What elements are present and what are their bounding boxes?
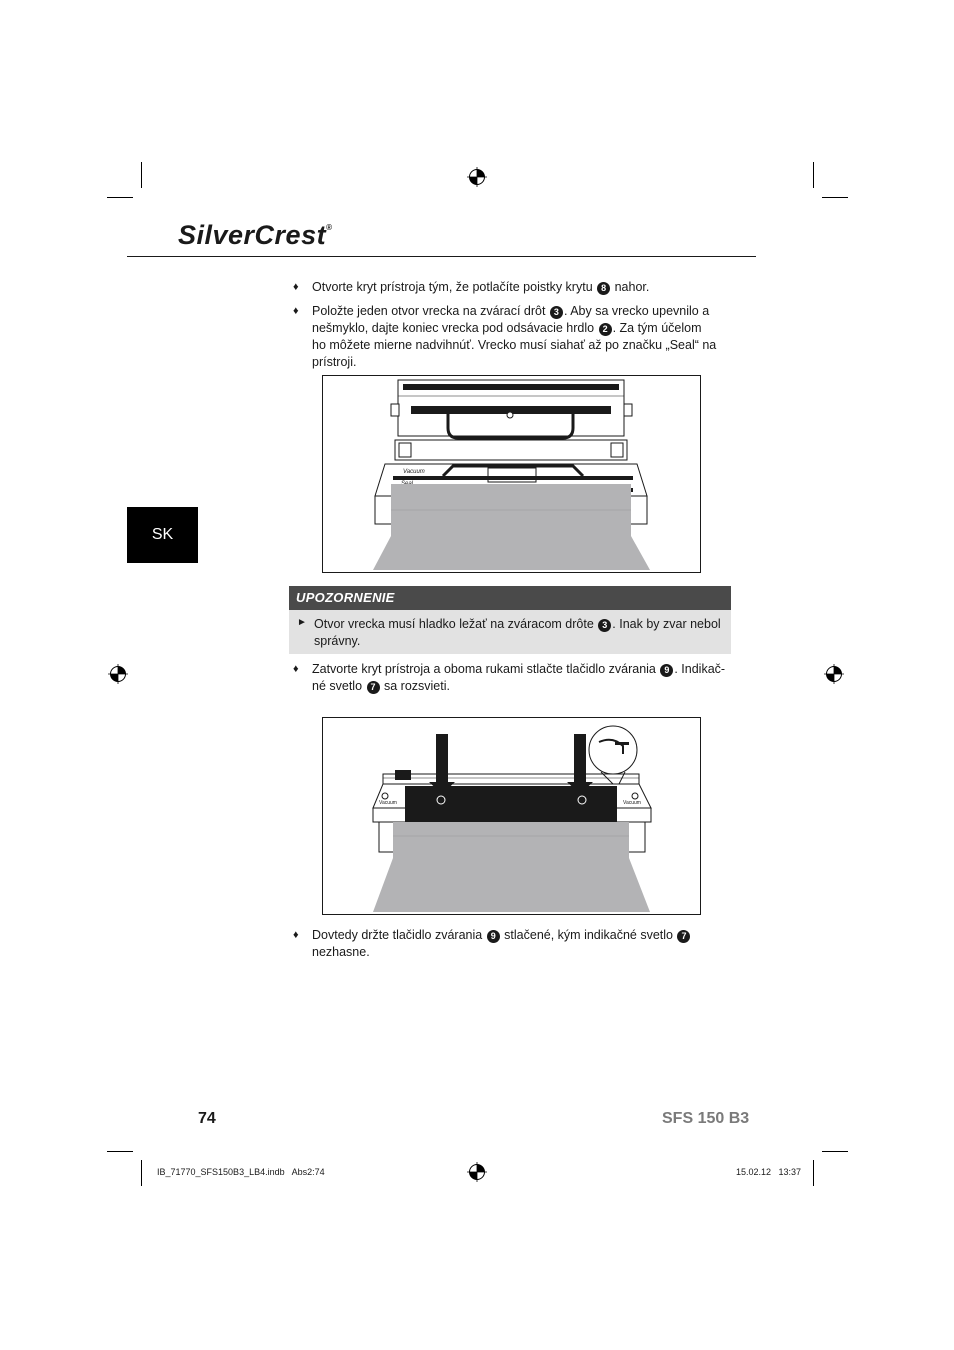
instruction-text: Otvorte kryt prístroja tým, že potlačíte poistky krytu 8 nahor.: [312, 280, 650, 294]
instruction-item: [293, 661, 733, 701]
reference-number: 9: [487, 930, 500, 943]
model-name: SFS 150 B3: [662, 1110, 750, 1127]
registration-mark-icon: [467, 167, 487, 187]
language-tab: SK: [127, 507, 198, 563]
bullet-marker: ♦: [293, 929, 299, 941]
crop-mark: [822, 1151, 848, 1152]
registration-mark-icon: [108, 664, 128, 684]
vacuum-label: Vacuum: [379, 800, 397, 806]
reference-number: 3: [550, 306, 563, 319]
file-info: IB_71770_SFS150B3_LB4.indb Abs2:74: [157, 1167, 325, 1177]
crop-mark: [813, 1160, 814, 1186]
bullet-marker: ♦: [293, 305, 299, 317]
brand-logo: SilverCrest®: [178, 220, 333, 250]
instruction-item: [293, 279, 733, 299]
header-rule: [127, 256, 756, 257]
warning-text: Otvor vrecka musí hladko ležať na zváracom drôte 3 . Inak by zvar nebol správny.: [314, 617, 721, 648]
crop-mark: [107, 1151, 133, 1152]
registration-mark-icon: [467, 1162, 487, 1182]
date-info: 15.02.12 13:37: [736, 1167, 802, 1177]
instruction-text: Zatvorte kryt prístroja a oboma rukami stlačte tlačidlo zvárania 9 . Indikač-né svetlo 7 sa rozsvieti.: [312, 662, 726, 693]
figure-open-device: [322, 375, 701, 573]
warning-header: UPOZORNENIE: [289, 586, 731, 610]
crop-mark: [141, 162, 142, 188]
reference-number: 3: [598, 619, 611, 632]
instruction-text: Dovtedy držte tlačidlo zvárania 9 stlačené, kým indikačné svetlo 7 nezhasne.: [312, 927, 717, 961]
reference-number: 9: [660, 664, 673, 677]
instruction-item: [293, 303, 733, 373]
warning-marker: ►: [297, 617, 307, 628]
registration-mark-icon: [824, 664, 844, 684]
instruction-item: [293, 927, 733, 967]
reference-number: 7: [677, 930, 690, 943]
figure-closed-device: [322, 717, 701, 915]
crop-mark: [141, 1160, 142, 1186]
crop-mark: [822, 197, 848, 198]
page-number: 74: [198, 1110, 216, 1127]
bullet-marker: ♦: [293, 663, 299, 675]
instruction-text: Položte jeden otvor vrecka na zvárací drôt 3 . Aby sa vrecko upevnilo a nešmyklo, dajte koniec vrecka pod odsávacie hrdlo 2 . Za tým účelom ho môžete mierne nadvihnúť. Vrecko musí siahať až po značku „Seal“ na prístroji.: [312, 304, 717, 369]
warning-body: [289, 610, 731, 654]
reference-number: 2: [599, 323, 612, 336]
crop-mark: [813, 162, 814, 188]
vacuum-label: Vacuum: [623, 800, 641, 806]
reference-number: 7: [367, 681, 380, 694]
vacuum-label: Vacuum: [403, 469, 425, 475]
crop-mark: [107, 197, 133, 198]
reference-number: 8: [597, 282, 610, 295]
bullet-marker: ♦: [293, 281, 299, 293]
